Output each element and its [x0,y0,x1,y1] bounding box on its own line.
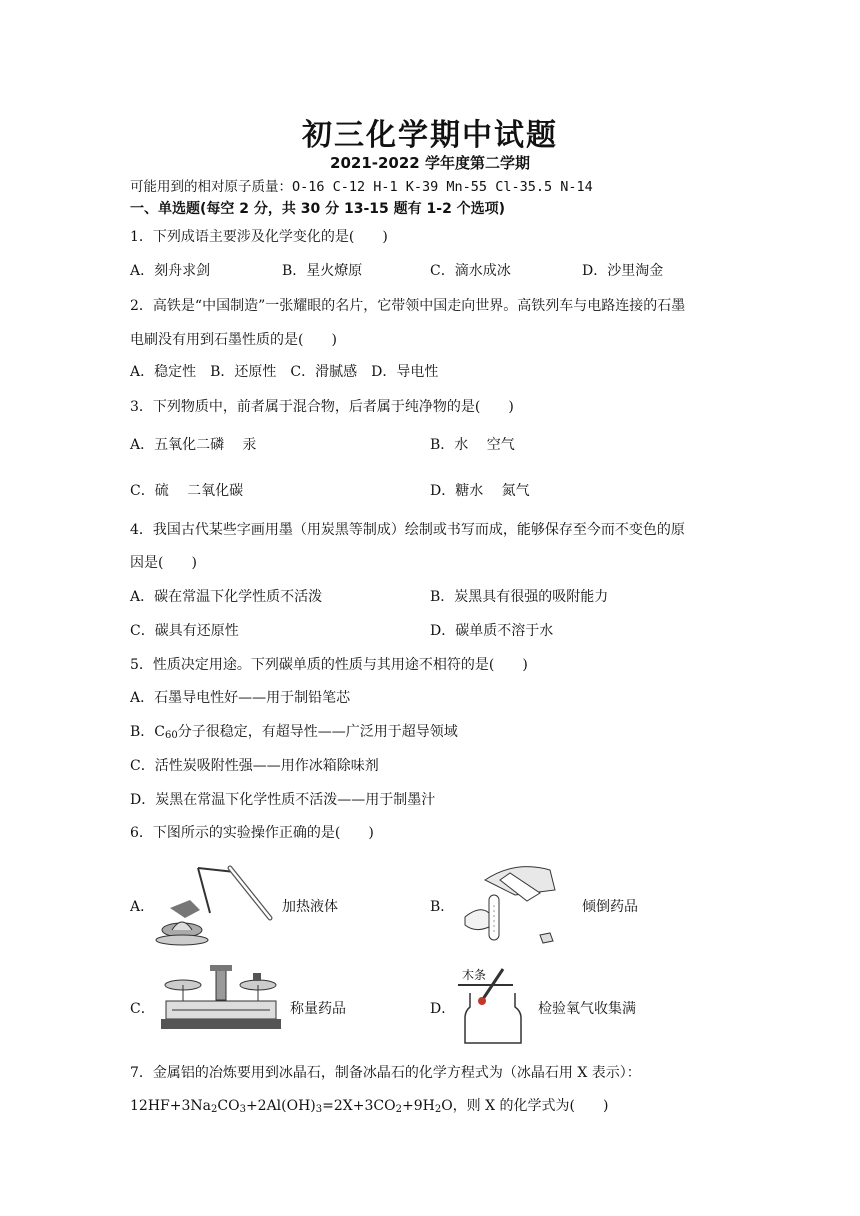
q1-option-c: C．滴水成冰 [430,263,511,279]
balance-scale-figure [158,963,283,1043]
q3-option-b: B．水 空气 [430,437,515,453]
q3-stem: 3．下列物质中，前者属于混合物，后者属于纯净物的是( ) [130,399,514,415]
q6-option-d-label: 检验氧气收集满 [538,1001,636,1017]
heating-liquid-figure [150,858,275,948]
q6-option-c-label: 称量药品 [290,1001,346,1017]
q4-option-a: A．碳在常温下化学性质不活泼 [130,589,323,605]
q5-option-c: C．活性炭吸附性强——用作冰箱除味剂 [130,758,379,774]
q3-option-d: D．糖水 氮气 [430,483,530,499]
q2-stem-line2: 电刷没有用到石墨性质的是( ) [130,332,337,348]
q5-option-b: B．$C_{60}$分子很稳定，有超导性——广泛用于超导领域 [130,724,458,741]
q6-option-a-label: 加热液体 [282,899,338,915]
q4-option-d: D．碳单质不溶于水 [430,623,554,639]
q7-stem: 7．金属铝的冶炼要用到冰晶石，制备冰晶石的化学方程式为（冰晶石用 X 表示）： [130,1065,641,1081]
q4-stem-line2: 因是( ) [130,555,197,571]
q2-stem-line1: 2．高铁是“中国制造”一张耀眼的名片，它带领中国走向世界。高铁列车与电路连接的石墨 [130,298,686,314]
q3-option-c: C．硫 二氧化碳 [130,483,244,499]
q4-stem-line1: 4．我国古代某些字画用墨（用炭黑等制成）绘制或书写而成，能够保存至今而不变色的原 [130,522,685,538]
section-title: 一、单选题(每空 2 分，共 30 分 13-15 题有 1-2 个选项) [130,201,506,217]
q1-stem: 1．下列成语主要涉及化学变化的是( ) [130,229,388,245]
q1-option-b: B．星火燎原 [282,263,363,279]
q6-option-b-label: 倾倒药品 [582,899,638,915]
q3-option-a: A．五氧化二磷 汞 [130,437,257,453]
q7-equation: $12HF+3Na_2CO_3+2Al(OH)_3=2X+3CO_2+9H_2O$，则 X 的化学式为( ) [130,1098,609,1115]
q6-option-c-letter: C． [130,1001,155,1017]
q6-option-b-letter: B． [430,899,455,915]
page-subtitle: 2021-2022 学年度第二学期 [330,154,530,172]
q1-option-d: D．沙里淘金 [582,263,664,279]
q6-option-a-letter: A． [130,899,155,915]
q5-option-d: D．炭黑在常温下化学性质不活泼——用于制墨汁 [130,792,436,808]
q4-option-b: B．炭黑具有很强的吸附能力 [430,589,609,605]
atomic-masses-line: 可能用到的相对原子质量：O-16 C-12 H-1 K-39 Mn-55 Cl-35.5 N-14 [130,179,593,195]
wood-splint-label: 木条 [462,968,487,982]
q2-options: A．稳定性 B．还原性 C．滑腻感 D．导电性 [130,364,439,380]
q6-stem: 6．下图所示的实验操作正确的是( ) [130,825,374,841]
oxygen-test-figure [455,963,535,1048]
page-title: 初三化学期中试题 [302,118,558,153]
q1-option-a: A．刻舟求剑 [130,263,211,279]
q4-option-c: C．碳具有还原性 [130,623,239,639]
pouring-reagent-figure [455,855,565,950]
q5-option-a: A．石墨导电性好——用于制铅笔芯 [130,690,351,706]
q5-stem: 5．性质决定用途。下列碳单质的性质与其用途不相符的是( ) [130,657,528,673]
q6-option-d-letter: D． [430,1001,456,1017]
